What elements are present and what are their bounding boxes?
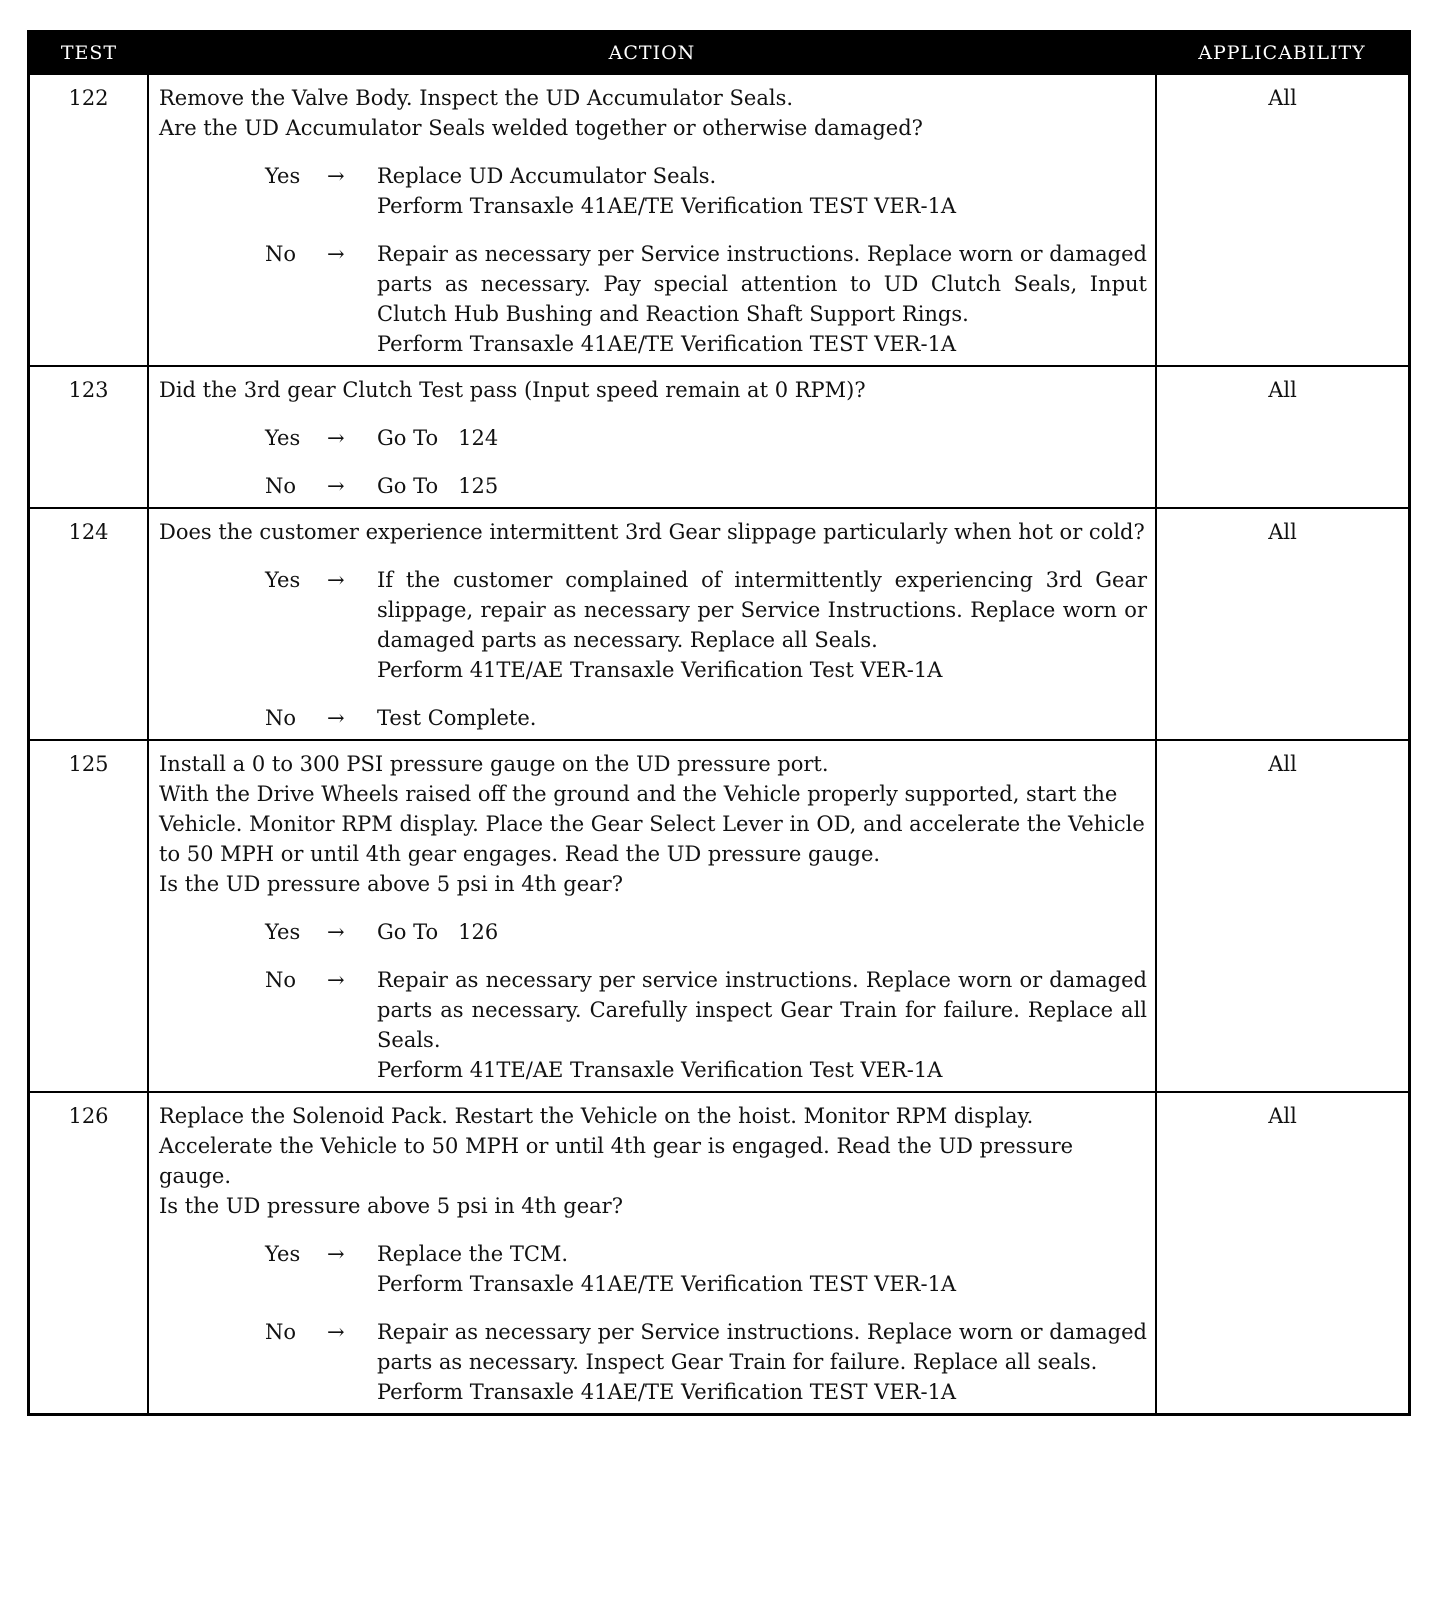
arrow-right-icon: → [327, 242, 345, 266]
table-row [29, 740, 1410, 1092]
applicability-value: All [1156, 366, 1410, 508]
answer-text: Repair as necessary per service instructions. Replace worn or damaged parts as necessary. Carefully inspect Gear Train for failure. Replace all Seals. [377, 968, 1154, 1052]
arrow-right-icon: → [327, 920, 345, 944]
answer-label: Yes [265, 164, 301, 188]
answer-action [377, 471, 1147, 501]
answer-text: Test Complete. [377, 706, 537, 730]
answer-branch [159, 239, 1154, 359]
answer-branch [159, 423, 1147, 453]
question-text: Does the customer experience intermittent 3rd Gear slippage particularly when hot or cold? [159, 520, 1145, 544]
arrow-right-icon: → [327, 1320, 345, 1344]
answer-branch [159, 917, 1147, 947]
answer-text: Go To 126 [377, 920, 499, 944]
action-cell [148, 508, 1156, 740]
diagnostic-test-table [27, 30, 1411, 1416]
answer-branch [159, 1239, 1147, 1299]
arrow-right-icon: → [327, 968, 345, 992]
arrow-right-icon: → [327, 164, 345, 188]
applicability-value: All [1156, 74, 1410, 366]
action-cell [148, 366, 1156, 508]
applicability-value: All [1156, 740, 1410, 1092]
arrow-right-icon: → [327, 706, 345, 730]
question-text: Replace the Solenoid Pack. Restart the Vehicle on the hoist. Monitor RPM display. Accelerate the Vehicle to 50 MPH or until 4th gear is engaged. Read the UD pressure gauge. [159, 1104, 1074, 1188]
answer-text: Perform 41TE/AE Transaxle Verification Test VER-1A [377, 658, 943, 682]
answer-action [377, 1317, 1154, 1407]
table-row [29, 74, 1410, 366]
answer-branch [159, 471, 1147, 501]
question-text: Is the UD pressure above 5 psi in 4th gear? [159, 872, 623, 896]
answer-label: No [265, 474, 297, 498]
test-number: 124 [29, 508, 149, 740]
test-number: 123 [29, 366, 149, 508]
table-body [29, 74, 1410, 1415]
applicability-value: All [1156, 1092, 1410, 1415]
answer-action [377, 917, 1147, 947]
answer-text: Perform Transaxle 41AE/TE Verification TEST VER-1A [377, 1272, 957, 1296]
answer-label: No [265, 1320, 297, 1344]
header-action: ACTION [148, 32, 1156, 75]
answer-label: No [265, 242, 297, 266]
arrow-right-icon: → [327, 568, 345, 592]
answer-action [377, 239, 1154, 359]
table-row [29, 508, 1410, 740]
answer-label: Yes [265, 1242, 301, 1266]
question-text: Are the UD Accumulator Seals welded together or otherwise damaged? [159, 116, 923, 140]
answer-label: Yes [265, 920, 301, 944]
answer-text: Perform Transaxle 41AE/TE Verification TEST VER-1A [377, 1380, 957, 1404]
answer-action [377, 703, 1147, 733]
answer-text: Perform Transaxle 41AE/TE Verification TEST VER-1A [377, 332, 957, 356]
answer-text: Go To 125 [377, 474, 499, 498]
answer-branch [159, 965, 1154, 1085]
answer-branch [159, 703, 1147, 733]
action-cell [148, 1092, 1156, 1415]
answer-label: No [265, 968, 297, 992]
table-row [29, 1092, 1410, 1415]
answer-branch [159, 565, 1154, 685]
answer-text: Repair as necessary per Service instructions. Replace worn or damaged parts as necessary. Pay special attention to UD Clutch Seals, Input Clutch Hub Bushing and Reaction Shaft Support Rings. [377, 242, 1154, 326]
answer-text: Repair as necessary per Service instructions. Replace worn or damaged parts as necessary. Inspect Gear Train for failure. Replace all seals. [377, 1320, 1154, 1374]
answer-text: If the customer complained of intermittently experiencing 3rd Gear slippage, repair as necessary per Service Instructions. Replace worn or damaged parts as necessary. Replace all Seals. [377, 568, 1154, 652]
action-cell [148, 74, 1156, 366]
question-text: Remove the Valve Body. Inspect the UD Accumulator Seals. [159, 86, 794, 110]
answer-branch [159, 1317, 1154, 1407]
applicability-value: All [1156, 508, 1410, 740]
answer-action [377, 565, 1154, 685]
answer-action [377, 423, 1147, 453]
header-applicability: APPLICABILITY [1156, 32, 1410, 75]
answer-text: Perform 41TE/AE Transaxle Verification Test VER-1A [377, 1058, 943, 1082]
answer-text: Replace UD Accumulator Seals. [377, 164, 717, 188]
arrow-right-icon: → [327, 1242, 345, 1266]
header-test: TEST [29, 32, 149, 75]
answer-text: Perform Transaxle 41AE/TE Verification TEST VER-1A [377, 194, 957, 218]
answer-label: No [265, 706, 297, 730]
test-number: 125 [29, 740, 149, 1092]
answer-label: Yes [265, 568, 301, 592]
answer-label: Yes [265, 426, 301, 450]
answer-branch [159, 161, 1147, 221]
action-cell [148, 740, 1156, 1092]
answer-text: Go To 124 [377, 426, 499, 450]
answer-action [377, 965, 1154, 1085]
question-text: Did the 3rd gear Clutch Test pass (Input speed remain at 0 RPM)? [159, 378, 866, 402]
answer-action [377, 161, 1147, 221]
test-number: 126 [29, 1092, 149, 1415]
question-text: Install a 0 to 300 PSI pressure gauge on the UD pressure port. [159, 752, 829, 776]
table-header-row [29, 32, 1410, 75]
arrow-right-icon: → [327, 426, 345, 450]
question-text: Is the UD pressure above 5 psi in 4th gear? [159, 1194, 623, 1218]
question-text: With the Drive Wheels raised off the ground and the Vehicle properly supported, start the Vehicle. Monitor RPM display. Place the Gear Select Lever in OD, and accelerate the Vehicle to 50 MPH or until 4th gear engages. Read the UD pressure gauge. [159, 782, 1145, 866]
answer-action [377, 1239, 1147, 1299]
test-number: 122 [29, 74, 149, 366]
table-row [29, 366, 1410, 508]
arrow-right-icon: → [327, 474, 345, 498]
answer-text: Replace the TCM. [377, 1242, 569, 1266]
